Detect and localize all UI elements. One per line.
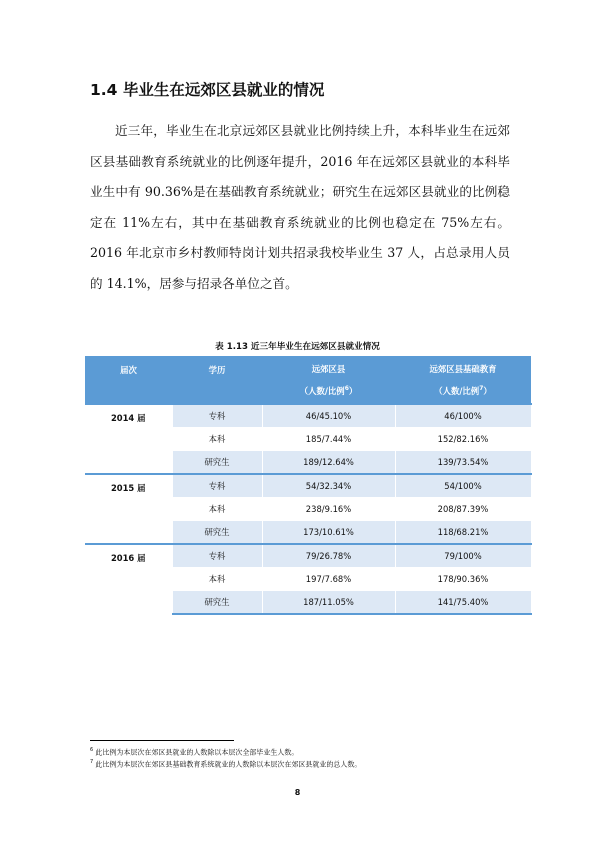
cell-year: 2015 届 — [85, 474, 172, 544]
table-header-row — [85, 356, 531, 404]
cell-degree: 专科 — [172, 474, 262, 498]
footnote-7: $^7$ 此比例为本层次在郊区县基础教育系统就业的人数除以本层次在郊区县就业的总人数。 — [90, 759, 362, 769]
cell-basic-education: 139/73.54% — [395, 451, 531, 475]
header-suburban: 远郊区县 （人数/比例$^6$） — [262, 356, 395, 404]
header-year: 届次 — [85, 356, 172, 404]
header-degree: 学历 — [172, 356, 262, 404]
cell-basic-education: 178/90.36% — [395, 568, 531, 591]
body-paragraph — [90, 116, 510, 300]
footnotes — [90, 745, 361, 770]
table-row — [85, 474, 531, 498]
cell-basic-education: 118/68.21% — [395, 521, 531, 545]
cell-basic-education: 141/75.40% — [395, 591, 531, 615]
cell-suburban: 173/10.61% — [262, 521, 395, 545]
table-row — [85, 404, 531, 428]
footnote-rule — [90, 740, 234, 741]
cell-suburban: 197/7.68% — [262, 568, 395, 591]
cell-degree: 本科 — [172, 498, 262, 521]
cell-basic-education: 208/87.39% — [395, 498, 531, 521]
cell-year: 2014 届 — [85, 404, 172, 474]
cell-degree: 专科 — [172, 544, 262, 568]
footnote-6: $^6$ 此比例为本层次在郊区县就业的人数除以本层次全部毕业生人数。 — [90, 747, 299, 757]
cell-suburban: 46/45.10% — [262, 404, 395, 428]
cell-year: 2016 届 — [85, 544, 172, 614]
cell-degree: 本科 — [172, 568, 262, 591]
header-basic-education: 远郊区县基础教育 （人数/比例$^7$） — [395, 356, 531, 404]
cell-suburban: 79/26.78% — [262, 544, 395, 568]
table-body — [85, 404, 531, 614]
cell-basic-education: 79/100% — [395, 544, 531, 568]
table-row — [85, 544, 531, 568]
cell-degree: 本科 — [172, 428, 262, 451]
cell-suburban: 187/11.05% — [262, 591, 395, 615]
paragraph-text: 近三年，毕业生在北京远郊区县就业比例持续上升，本科毕业生在远郊区县基础教育系统就业的比例逐年提升，2016 年在远郊区县就业的本科毕业生中有 90.36%是在基础教育系统就业；研究生在远郊区县就业的比例稳定在 11%左右，其中在基础教育系统就业的比例也稳定在 75%左右。2016 年北京市乡村教师特岗计划共招录我校毕业生 37 人，占总录用人员的 14.1%，居参与招录各单位之首。 — [90, 123, 510, 291]
cell-degree: 专科 — [172, 404, 262, 428]
cell-degree: 研究生 — [172, 591, 262, 615]
cell-degree: 研究生 — [172, 521, 262, 545]
table-caption: 表 1.13 近三年毕业生在远郊区县就业情况 — [215, 342, 380, 352]
cell-suburban: 185/7.44% — [262, 428, 395, 451]
page-number: 8 — [294, 788, 301, 797]
cell-basic-education: 152/82.16% — [395, 428, 531, 451]
cell-degree: 研究生 — [172, 451, 262, 475]
cell-suburban: 189/12.64% — [262, 451, 395, 475]
section-heading: 1.4 毕业生在远郊区县就业的情况 — [90, 81, 325, 99]
cell-basic-education: 54/100% — [395, 474, 531, 498]
employment-table — [85, 356, 532, 615]
cell-basic-education: 46/100% — [395, 404, 531, 428]
cell-suburban: 54/32.34% — [262, 474, 395, 498]
cell-suburban: 238/9.16% — [262, 498, 395, 521]
